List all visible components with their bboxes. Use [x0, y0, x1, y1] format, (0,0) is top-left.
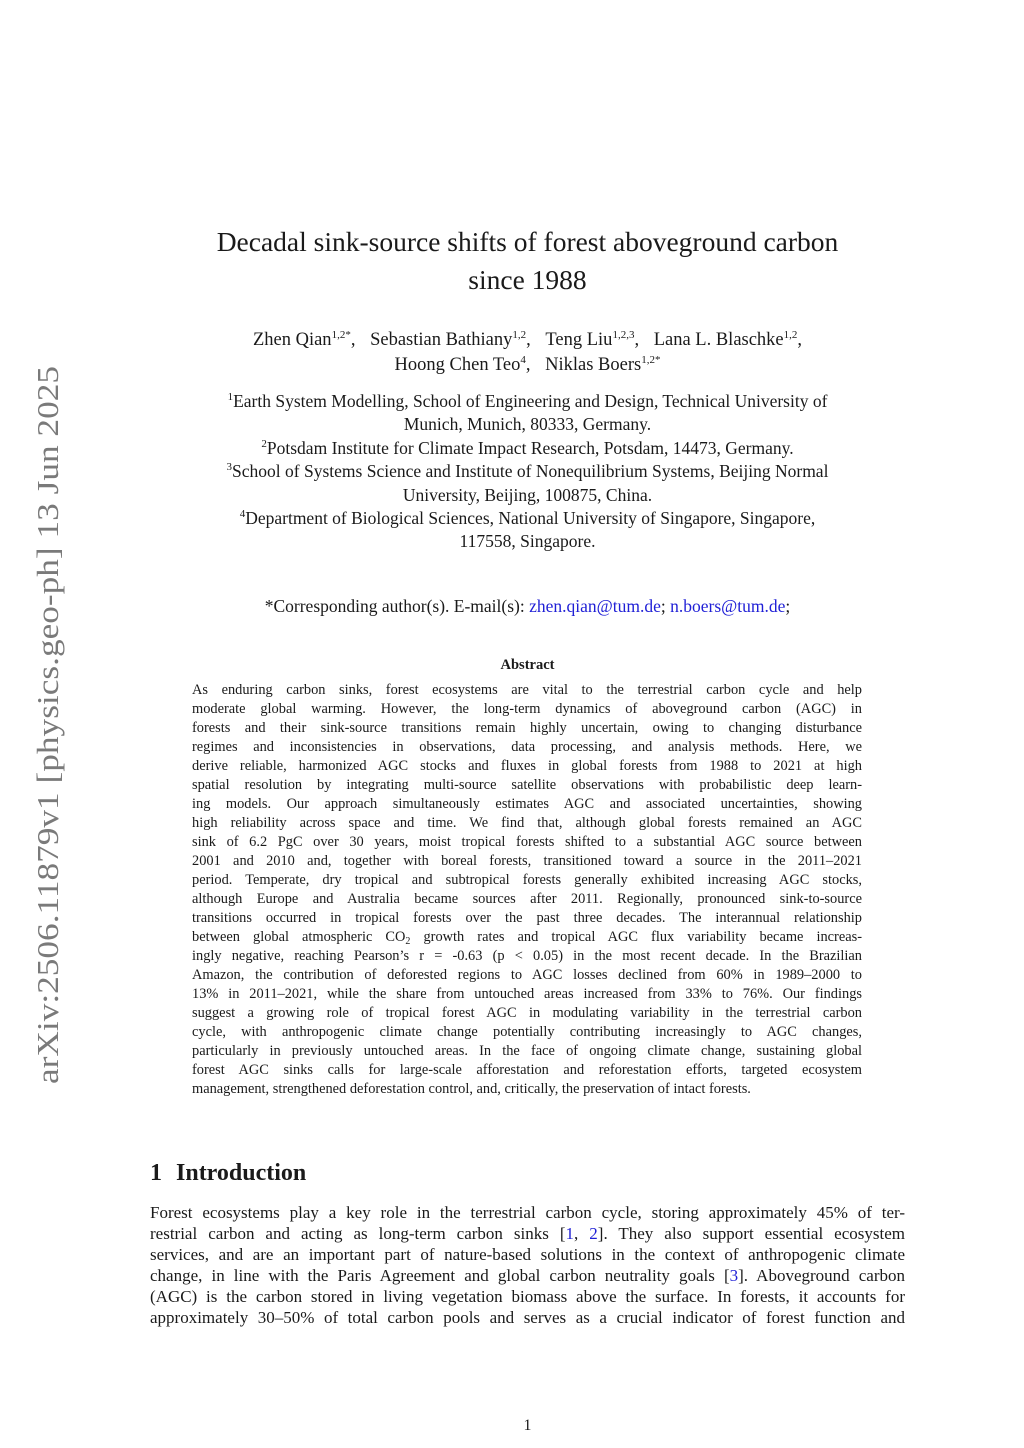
affiliation: [170, 390, 885, 437]
corresponding-label: *Corresponding author(s). E-mail(s):: [264, 596, 530, 616]
author-name: Lana L. Blaschke: [653, 330, 784, 350]
email-link-boers[interactable]: n.boers@tum.de: [670, 596, 786, 616]
abstract-line: suggest a growing role of tropical forest AGC in modulating variability in the terrestrial carbon: [192, 1005, 862, 1021]
abstract-line: period. Temperate, dry tropical and subtropical forests generally exhibited increasing AGC stocks,: [192, 872, 862, 888]
abstract-line: As enduring carbon sinks, forest ecosystems are vital to the terrestrial carbon cycle and help: [192, 682, 862, 698]
author: Lana L. Blaschke$^{1,2}$,: [653, 329, 803, 350]
affiliation-text: School of Systems Science and Institute of Nonequilibrium Systems, Beijing Normal: [232, 461, 829, 482]
abstract-line: ing models. Our approach simultaneously estimates AGC and associated uncertainties, showing: [192, 796, 862, 812]
abstract-line: particularly in previously untouched areas. In the face of ongoing climate change, sustaining global: [192, 1043, 862, 1059]
author-affil-sup: 1,2*: [331, 329, 351, 341]
author-name: Sebastian Bathiany: [370, 330, 513, 350]
body-text: ]. Aboveground carbon: [738, 1265, 905, 1285]
introduction-paragraph: [150, 1203, 905, 1328]
author: [545, 355, 660, 375]
corresponding-authors: [150, 594, 905, 618]
body-line: [150, 1224, 905, 1245]
arxiv-identifier: [20, 365, 72, 1085]
email-link-qian[interactable]: zhen.qian@tum.de: [529, 596, 661, 616]
affiliation: [170, 460, 885, 507]
abstract-line: derive reliable, harmonized AGC stocks and fluxes in global forests from 1988 to 2021 at high: [192, 758, 862, 774]
co2-subscript: 2: [405, 936, 411, 947]
body-text: ]. They also support essential ecosystem: [597, 1223, 906, 1243]
body-line: (AGC) is the carbon stored in living vegetation biomass above the surface. In forests, it accounts for: [150, 1286, 905, 1306]
abstract-line: Amazon, the contribution of deforested regions to AGC losses declined from 60% in 1989–2000 to: [192, 967, 862, 983]
abstract-line: forests and their sink-source transitions remain highly uncertain, owing to changing disturbance: [192, 720, 862, 736]
page-number: 1: [523, 1417, 532, 1434]
author-name: Zhen Qian: [252, 330, 332, 350]
author-affil-sup: 1,2: [783, 329, 798, 341]
affiliation: [170, 437, 885, 460]
affiliation-text: 117558, Singapore.: [459, 531, 596, 552]
section-number: 1: [150, 1160, 162, 1186]
affiliation-text: Department of Biological Sciences, National University of Singapore, Singapore,: [245, 508, 816, 529]
abstract-text: between global atmospheric CO: [192, 929, 406, 945]
affiliation-sup: 3: [226, 461, 233, 474]
abstract-line: regimes and inconsistencies in observations, data processing, and analysis methods. Here, we: [192, 739, 862, 755]
abstract-line: transitions occurred in tropical forests over the past three decades. The interannual relationship: [192, 910, 862, 926]
affiliation-text: Munich, Munich, 80333, Germany.: [403, 414, 652, 435]
body-line: [150, 1266, 905, 1287]
abstract-line: cycle, with anthropogenic climate change potentially contributing increasingly to AGC changes,: [192, 1024, 862, 1040]
affiliation-text: Earth System Modelling, School of Engineering and Design, Technical University of: [233, 391, 828, 411]
email-end: ;: [785, 596, 791, 616]
body-line: approximately 30–50% of total carbon pools and serves as a crucial indicator of forest function and: [150, 1307, 905, 1327]
abstract-line: sink of 6.2 PgC over 30 years, moist tropical forests shifted to a substantial AGC source between: [192, 834, 862, 850]
abstract-body: [192, 681, 862, 1099]
abstract-line: ingly negative, reaching Pearson’s r = -0.63 (p < 0.05) in the most recent decade. In the Brazilian: [192, 948, 862, 964]
abstract-text: growth rates and tropical AGC flux variability became increas-: [410, 929, 863, 945]
arxiv-identifier-text: arXiv:2506.11879v1 [physics.geo-ph] 13 Jun 2025: [31, 463, 65, 1084]
affiliation-list: [170, 390, 885, 554]
author-affil-sup: 1,2,3: [612, 329, 635, 341]
citation-link[interactable]: 1: [565, 1223, 575, 1243]
author-name: Niklas Boers: [545, 355, 642, 375]
abstract-line: management, strengthened deforestation control, and, critically, the preservation of intact forests.: [192, 1081, 751, 1097]
section-title: Introduction: [176, 1160, 307, 1186]
citation-link[interactable]: 2: [589, 1223, 598, 1243]
affiliation: [170, 507, 885, 554]
body-line: Forest ecosystems play a key role in the terrestrial carbon cycle, storing approximately 45% of ter-: [150, 1203, 905, 1222]
author: Sebastian Bathiany$^{1,2}$,: [370, 329, 531, 350]
affiliation-sup: 1: [227, 391, 234, 403]
abstract-line: 2001 and 2010 and, together with boreal forests, transitioned toward a source in the 2011–2021: [192, 853, 862, 869]
abstract-line: high reliability across space and time. We find that, although global forests remained an AGC: [192, 815, 862, 831]
affiliation-text: Potsdam Institute for Climate Impact Research, Potsdam, 14473, Germany.: [266, 437, 794, 458]
title-line-2: since 1988: [468, 264, 587, 295]
paper-title: [150, 223, 905, 299]
body-text: change, in line with the Paris Agreement and global carbon neutrality goals [: [150, 1265, 730, 1285]
email-separator: ;: [660, 596, 666, 616]
citation-separator: ,: [574, 1223, 590, 1243]
author-name: Teng Liu: [545, 330, 613, 350]
author-line-1: [150, 328, 905, 353]
abstract-line: forest AGC sinks calls for large-scale afforestation and reforestation efforts, targeted ecosystem: [192, 1062, 862, 1078]
author-affil-sup: 1,2: [512, 329, 527, 341]
citation-link[interactable]: 3: [729, 1265, 739, 1285]
author: Zhen Qian$^{1,2*}$,: [252, 329, 356, 350]
abstract-line: although Europe and Australia became sources after 2011. Regionally, pronounced sink-to-source: [192, 891, 862, 907]
author-line-2: [150, 353, 905, 378]
section-heading-introduction: [150, 1160, 905, 1187]
affiliation-sup: 4: [239, 508, 246, 521]
body-line: services, and are an important part of nature-based solutions in the context of anthropogenic climate: [150, 1244, 905, 1264]
author-name: Hoong Chen Teo: [394, 355, 521, 375]
abstract-heading: Abstract: [500, 657, 555, 673]
author: Hoong Chen Teo$^4$,: [394, 354, 531, 375]
body-text: restrial carbon and acting as long-term carbon sinks [: [150, 1223, 566, 1243]
affiliation-sup: 2: [261, 437, 267, 450]
author: Teng Liu$^{1,2,3}$,: [545, 329, 640, 350]
abstract-line: 13% in 2011–2021, while the share from untouched areas increased from 33% to 76%. Our findings: [192, 986, 862, 1002]
author-affil-sup: 4: [520, 354, 526, 366]
abstract-line-co2: [192, 928, 862, 947]
title-line-1: Decadal sink-source shifts of forest aboveground carbon: [216, 226, 839, 257]
abstract-line: spatial resolution by integrating multi-source satellite observations with probabilistic deep learn-: [192, 777, 862, 793]
author-list: [150, 328, 905, 378]
abstract-line: moderate global warming. However, the long-term dynamics of aboveground carbon (AGC) in: [192, 701, 862, 717]
author-affil-sup: 1,2*: [641, 354, 661, 366]
affiliation-text: University, Beijing, 100875, China.: [402, 484, 653, 505]
